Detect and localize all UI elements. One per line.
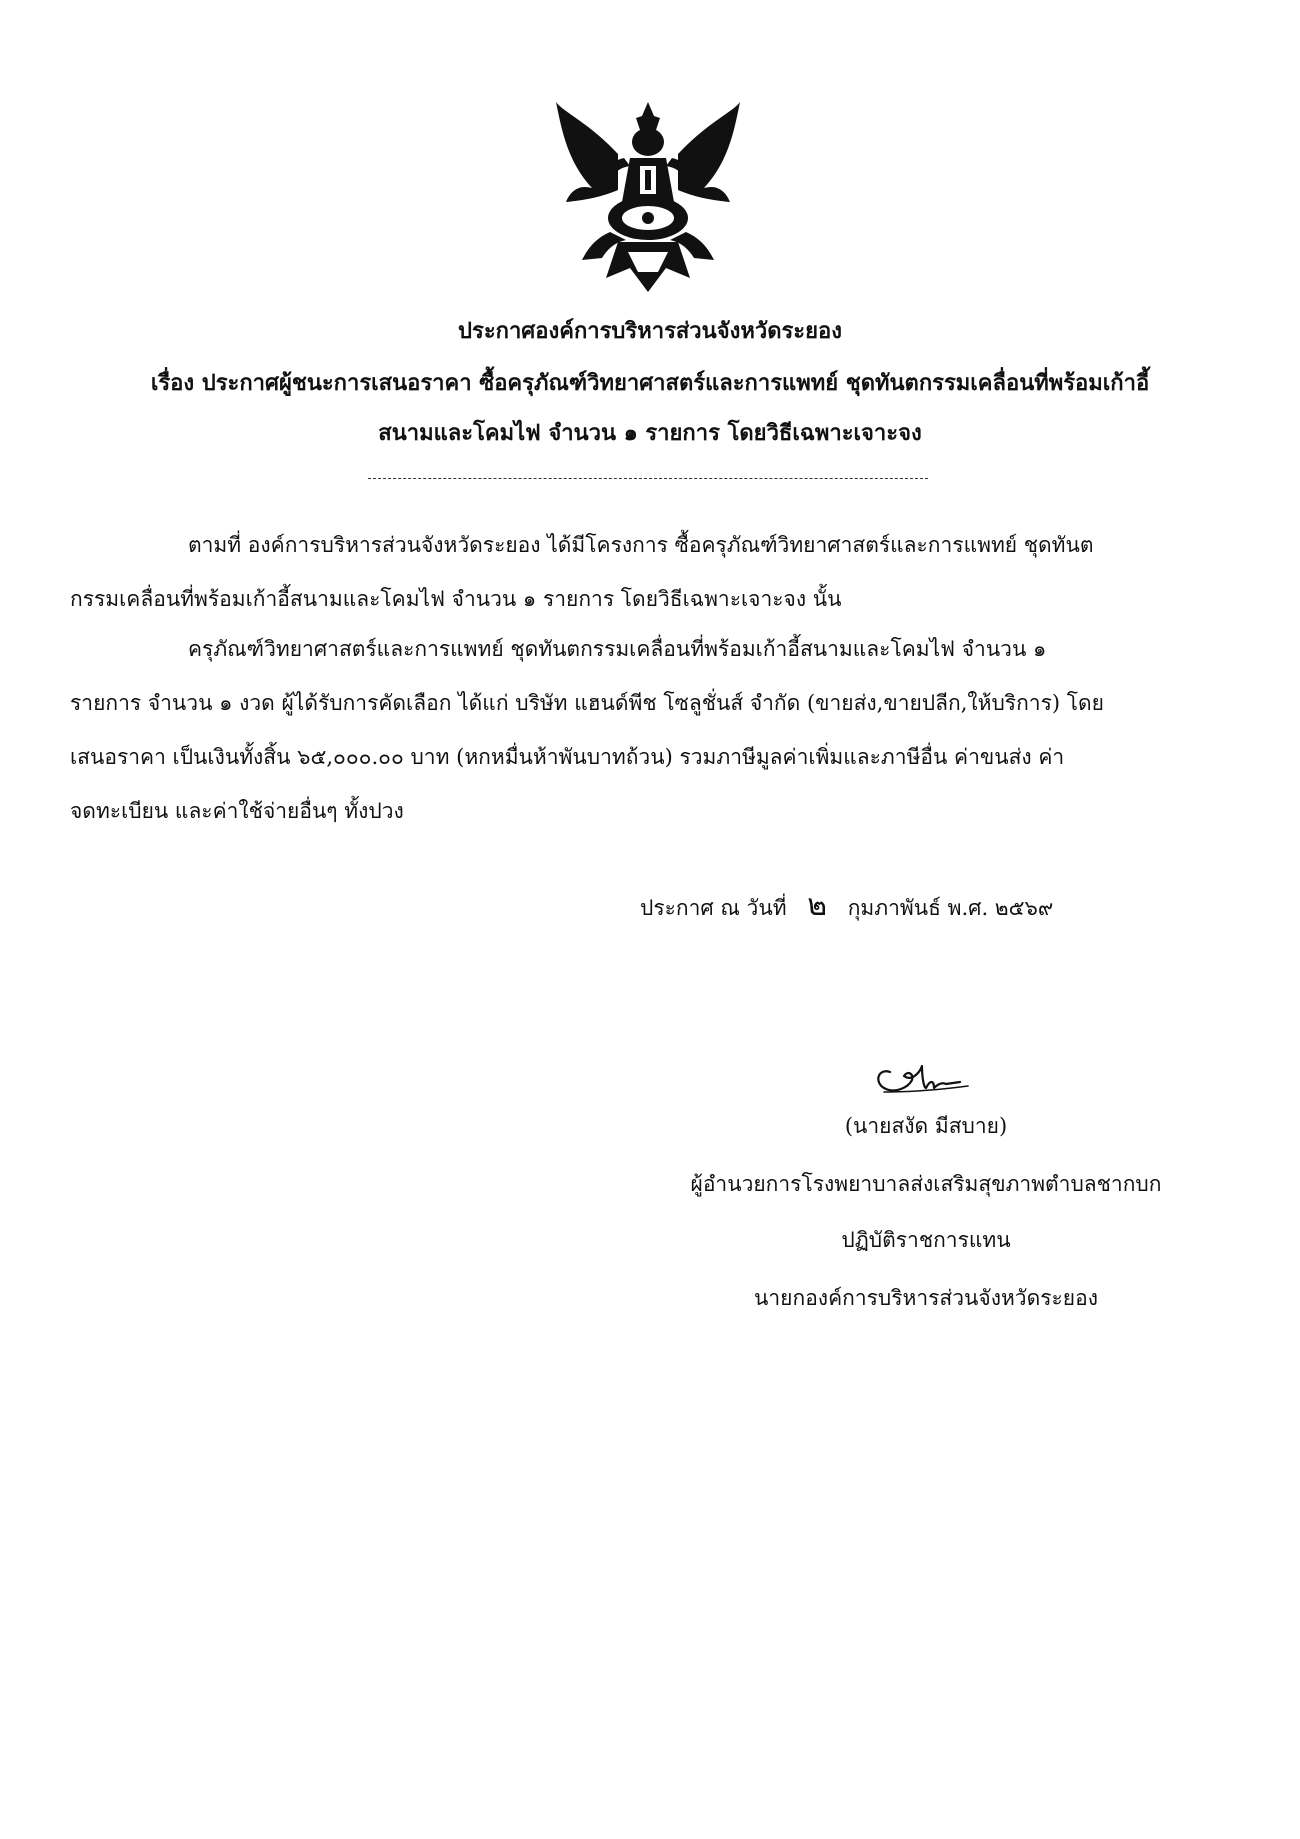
announcement-date: [640, 882, 1053, 929]
handwritten-signature-icon: [868, 1058, 978, 1102]
garuda-emblem-icon: [548, 92, 748, 302]
signatory-acting: ปฏิบัติราชการแทน: [841, 1228, 1011, 1252]
paragraph-2-line-3: เสนอราคา เป็นเงินทั้งสิ้น ๖๕,๐๐๐.๐๐ บาท (หกหมื่นห้าพันบาทถ้วน) รวมภาษีมูลค่าเพิ่มและภาษีอื่น ค่าขนส่ง ค่า: [70, 745, 1065, 769]
divider: [368, 478, 928, 479]
paragraph-1-line-1: ตามที่ องค์การบริหารส่วนจังหวัดระยอง ได้มีโครงการ ซื้อครุภัณฑ์วิทยาศาสตร์และการแพทย์ ชุดทันต: [188, 533, 1094, 557]
announcement-title: ประกาศองค์การบริหารส่วนจังหวัดระยอง: [458, 318, 842, 344]
paragraph-1-line-2: กรรมเคลื่อนที่พร้อมเก้าอี้สนามและโคมไฟ จำนวน ๑ รายการ โดยวิธีเฉพาะเจาะจง นั้น: [70, 587, 842, 611]
paragraph-2-line-2: รายการ จำนวน ๑ งวด ผู้ได้รับการคัดเลือก ได้แก่ บริษัท แฮนด์พีช โซลูชั่นส์ จำกัด (ขายส่ง,ขายปลีก,ให้บริการ) โดย: [70, 691, 1104, 715]
paragraph-1: [70, 518, 1210, 626]
paragraph-2: [70, 622, 1210, 838]
date-month-year: กุมภาพันธ์ พ.ศ. ๒๕๖๙: [847, 896, 1054, 920]
announcement-subject-cont: สนามและโคมไฟ จำนวน ๑ รายการ โดยวิธีเฉพาะเจาะจง: [378, 420, 922, 446]
paragraph-2-line-1: ครุภัณฑ์วิทยาศาสตร์และการแพทย์ ชุดทันตกรรมเคลื่อนที่พร้อมเก้าอี้สนามและโคมไฟ จำนวน ๑: [188, 637, 1047, 661]
signatory-name: (นายสงัด มีสบาย): [844, 1114, 1008, 1138]
signatory-authority: นายกองค์การบริหารส่วนจังหวัดระยอง: [754, 1286, 1098, 1310]
date-day: ๒: [807, 888, 828, 923]
announcement-subject: เรื่อง ประกาศผู้ชนะการเสนอราคา ซื้อครุภัณฑ์วิทยาศาสตร์และการแพทย์ ชุดทันตกรรมเคลื่อนที่พร้อมเก้าอี้: [150, 370, 1150, 396]
date-prefix: ประกาศ ณ วันที่: [640, 896, 787, 920]
paragraph-2-line-4: จดทะเบียน และค่าใช้จ่ายอื่นๆ ทั้งปวง: [70, 799, 404, 823]
signatory-position: ผู้อำนวยการโรงพยาบาลส่งเสริมสุขภาพตำบลชากบก: [690, 1172, 1162, 1196]
